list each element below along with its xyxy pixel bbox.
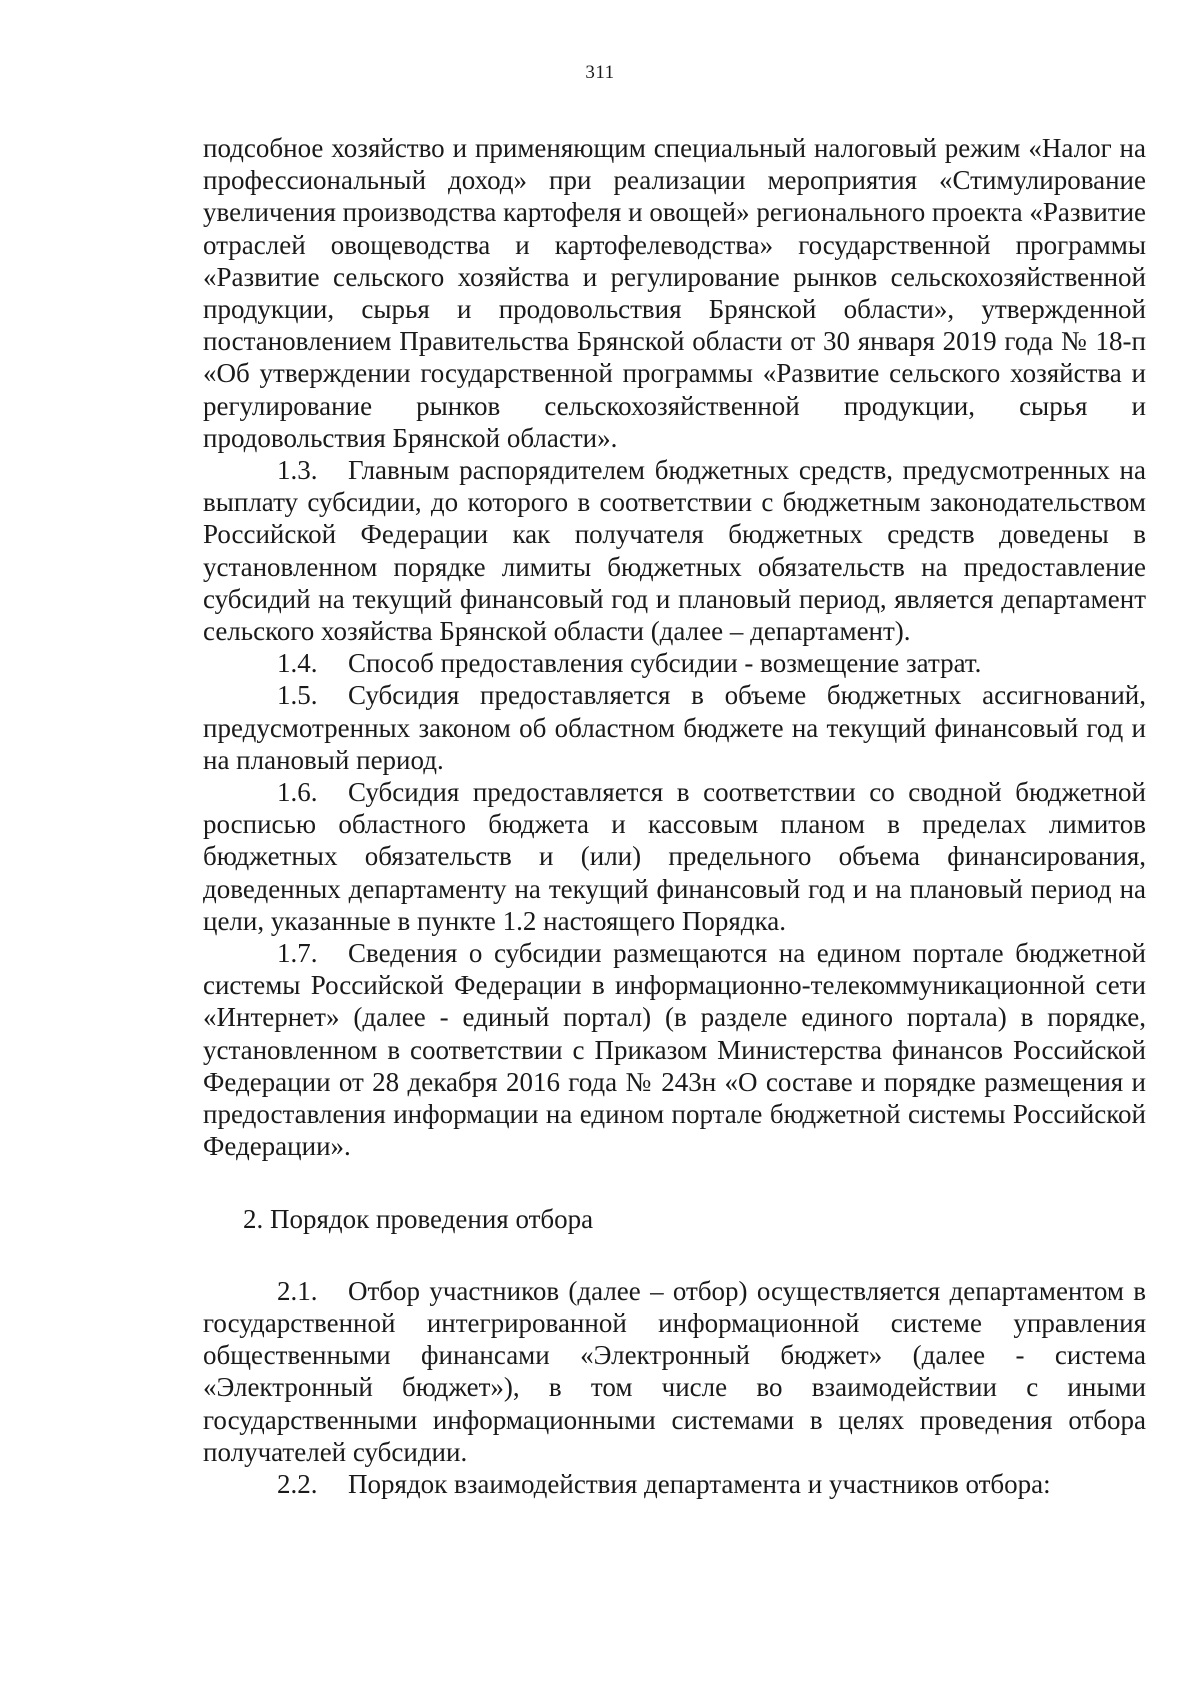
item-text: Порядок взаимодействия департамента и участников отбора: bbox=[348, 1468, 1051, 1499]
paragraph-1-4 bbox=[203, 647, 1146, 679]
paragraph-1-6 bbox=[203, 776, 1146, 937]
item-number: 1.3. bbox=[277, 455, 318, 486]
item-text: Главным распорядителем бюджетных средств, предусмотренных на выплату субсидии, до которого в соответствии с бюджетным законодательством Российской Федерации как получателя бюджетных средств доведены в установленном порядке лимиты бюджетных обязательств на предоставление субсидий на текущий финансовый год и плановый период, является департамент сельского хозяйства Брянской области (далее – департамент). bbox=[203, 455, 1146, 647]
paragraph-2-1 bbox=[203, 1275, 1146, 1468]
item-text: Субсидия предоставляется в соответствии со сводной бюджетной росписью областного бюджета и кассовым планом в пределах лимитов бюджетных обязательств и (или) предельного объема финансирования, доведенных департаменту на текущий финансовый год и на плановый период на цели, указанные в пункте 1.2 настоящего Порядка. bbox=[203, 777, 1146, 936]
item-number: 2.1. bbox=[277, 1275, 318, 1306]
paragraph-1-5 bbox=[203, 679, 1146, 776]
item-text: Сведения о субсидии размещаются на едином портале бюджетной системы Российской Федерации в информационно-телекоммуникационной сети «Интернет» (далее - единый портал) (в разделе единого портала) в порядке, установленном в соответствии с Приказом Министерства финансов Российской Федерации от 28 декабря 2016 года № 243н «О составе и порядке размещения и предоставления информации на едином портале бюджетной системы Российской Федерации». bbox=[203, 938, 1146, 1162]
item-number: 2.2. bbox=[277, 1468, 318, 1499]
item-text: Субсидия предоставляется в объеме бюджетных ассигнований, предусмотренных законом об областном бюджете на текущий финансовый год и на плановый период. bbox=[203, 680, 1146, 775]
paragraph-1-3 bbox=[203, 454, 1146, 647]
item-text: Способ предоставления субсидии - возмещение затрат. bbox=[348, 648, 982, 679]
document-body bbox=[203, 132, 1146, 1500]
item-number: 1.4. bbox=[277, 648, 318, 679]
item-number: 1.5. bbox=[277, 680, 318, 711]
paragraph-intro: подсобное хозяйство и применяющим специальный налоговый режим «Налог на профессиональный доход» при реализации мероприятия «Стимулирование увеличения производства картофеля и овощей» регионального проекта «Развитие отраслей овощеводства и картофелеводства» государственной программы «Развитие сельского хозяйства и регулирование рынков сельскохозяйственной продукции, сырья и продовольствия Брянской области», утвержденной постановлением Правительства Брянской области от 30 января 2019 года № 18-п «Об утверждении государственной программы «Развитие сельского хозяйства и регулирование рынков сельскохозяйственной продукции, сырья и продовольствия Брянской области». bbox=[203, 133, 1146, 453]
page-number: 311 bbox=[585, 62, 615, 83]
paragraph-1-7 bbox=[203, 937, 1146, 1162]
paragraph-2-2 bbox=[203, 1468, 1146, 1500]
item-number: 1.7. bbox=[277, 938, 318, 969]
item-text: Отбор участников (далее – отбор) осуществляется департаментом в государственной интегрированной информационной системе управления общественными финансами «Электронный бюджет» (далее - система «Электронный бюджет»), в том числе во взаимодействии с иными государственными информационными системами в целях проведения отбора получателей субсидии. bbox=[203, 1275, 1146, 1467]
section-heading: 2. Порядок проведения отбора bbox=[243, 1203, 594, 1234]
item-number: 1.6. bbox=[277, 777, 318, 808]
